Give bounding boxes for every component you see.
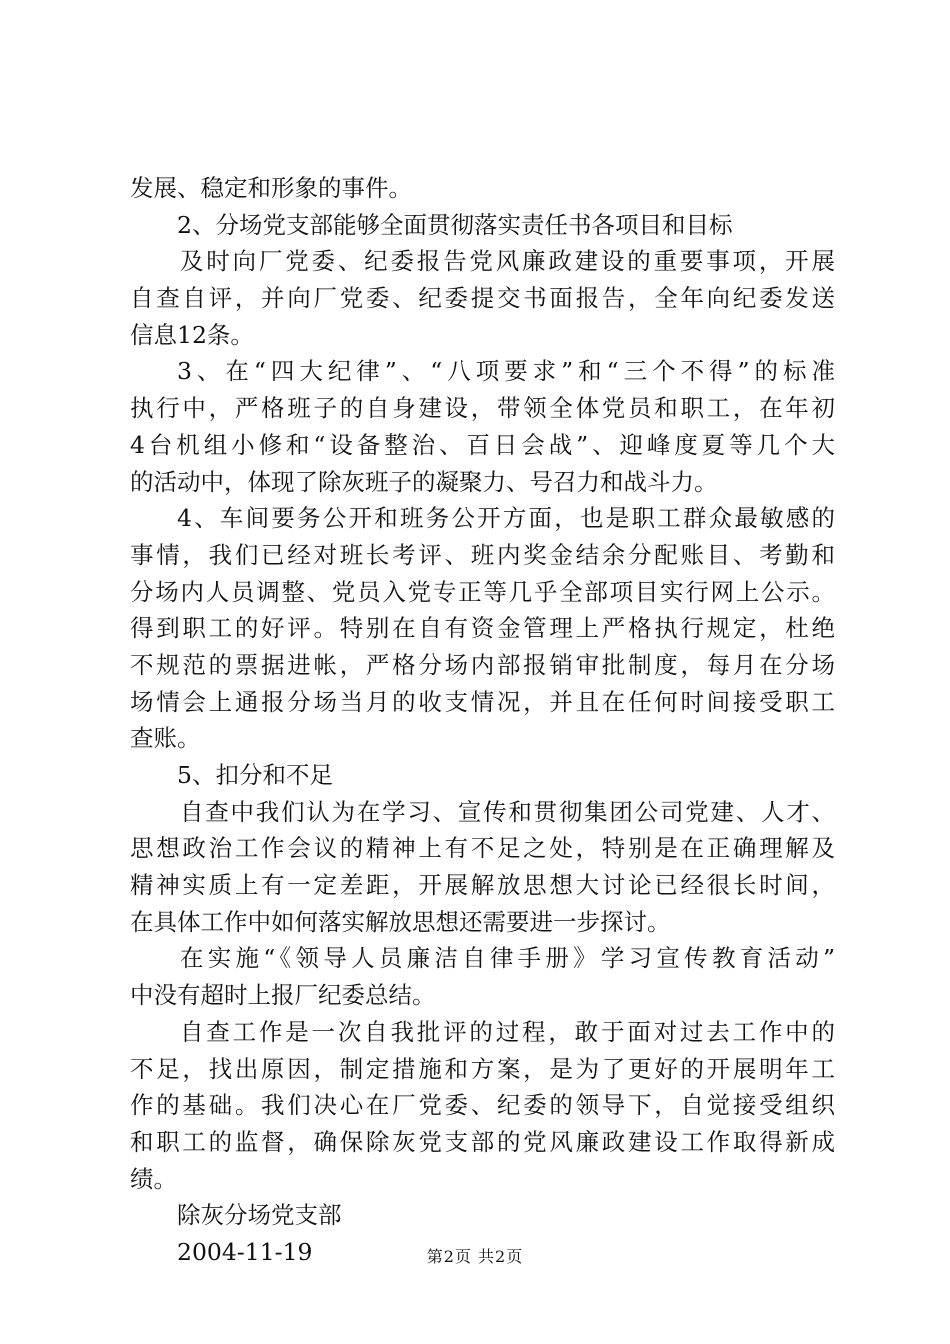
text-line: 思想政治工作会议的精神上有不足之处，特别是在正确理解及: [130, 834, 835, 863]
text-line: 的活动中，体现了除灰班子的凝聚力、号召力和战斗力。: [130, 467, 718, 496]
text-line: 自查中我们认为在学习、宣传和贯彻集团公司党建、人才、: [180, 797, 835, 826]
text-line: 发展、稳定和形象的事件。: [130, 174, 412, 202]
text-line: 精神实质上有一定差距，开展解放思想大讨论已经很长时间，: [130, 871, 835, 900]
text-line: 2、分场党支部能够全面贯彻落实责任书各项目和目标: [177, 210, 733, 239]
text-line: 5、扣分和不足: [177, 761, 333, 789]
text-line: 分场内人员调整、党员入党专正等几乎全部项目实行网上公示。: [130, 577, 835, 606]
text-line: 事情，我们已经对班长考评、班内奖金结余分配账目、考勤和: [130, 540, 835, 569]
text-line: 信息12条。: [130, 320, 254, 349]
text-line: 查账。: [130, 724, 201, 753]
text-line: 场情会上通报分场当月的收支情况，并且在任何时间接受职工: [130, 687, 835, 716]
text-line: 4、车间要务公开和班务公开方面，也是职工群众最敏感的: [177, 504, 835, 533]
signature-organization: 除灰分场党支部: [177, 1201, 342, 1230]
text-line: 4台机组小修和“设备整治、百日会战”、迎峰度夏等几个大: [130, 430, 835, 459]
text-line: 3、在“四大纪律”、“八项要求”和“三个不得”的标准: [177, 357, 835, 386]
text-line: 得到职工的好评。特别在自有资金管理上严格执行规定，杜绝: [130, 614, 835, 643]
text-line: 及时向厂党委、纪委报告党风廉政建设的重要事项，开展: [180, 247, 835, 276]
document-body: [130, 170, 835, 1271]
signature-date: 2004-11-19: [177, 1237, 313, 1266]
text-line: 中没有超时上报厂纪委总结。: [130, 981, 436, 1010]
text-line: 在实施“《领导人员廉洁自律手册》学习宣传教育活动”: [180, 944, 835, 973]
text-line: 自查工作是一次自我批评的过程，敢于面对过去工作中的: [180, 1017, 835, 1046]
text-line: 不足，找出原因，制定措施和方案，是为了更好的开展明年工: [130, 1054, 835, 1083]
page-footer: 第2页 共2页: [426, 1247, 524, 1266]
text-line: 作的基础。我们决心在厂党委、纪委的领导下，自觉接受组织: [130, 1091, 835, 1120]
text-line: 不规范的票据进帐，严格分场内部报销审批制度，每月在分场: [130, 650, 835, 679]
text-line: 执行中，严格班子的自身建设，带领全体党员和职工，在年初: [130, 394, 835, 423]
text-line: 自查自评，并向厂党委、纪委提交书面报告，全年向纪委发送: [130, 284, 835, 313]
text-line: 绩。: [130, 1164, 177, 1193]
text-line: 在具体工作中如何落实解放思想还需要进一步探讨。: [130, 907, 671, 936]
text-line: 和职工的监督，确保除灰党支部的党风廉政建设工作取得新成: [130, 1127, 835, 1156]
